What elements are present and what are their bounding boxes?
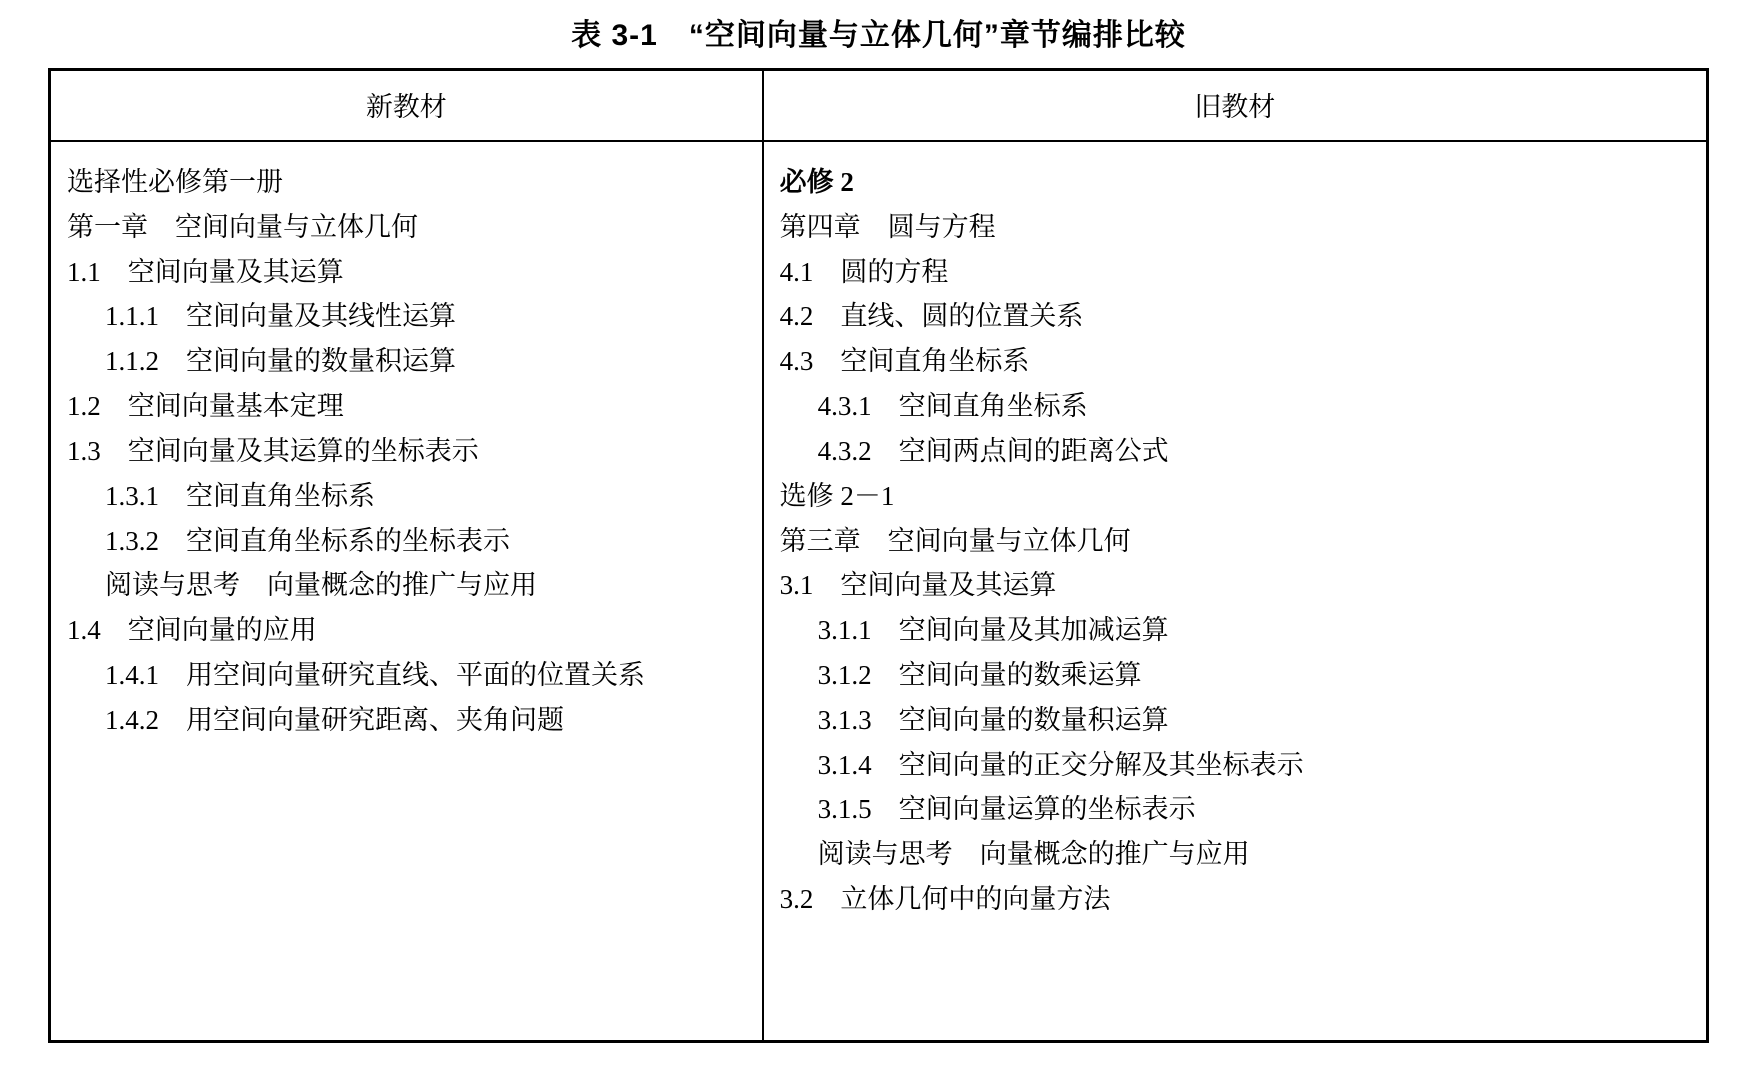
outline-entry: 3.1.5 空间向量运算的坐标表示: [817, 794, 1196, 825]
outline-entry: 3.1.3 空间向量的数量积运算: [817, 704, 1169, 735]
table-header-row: [51, 71, 1706, 141]
outline-entry: 阅读与思考 向量概念的推广与应用: [817, 839, 1250, 870]
outline-entry: 第四章 圆与方程: [779, 211, 996, 242]
cell-old-textbook-outline: [763, 141, 1706, 1040]
outline-entry: 3.1.2 空间向量的数乘运算: [817, 659, 1142, 690]
outline-entry: 1.2 空间向量基本定理: [67, 391, 344, 422]
outline-entry: 3.1.4 空间向量的正交分解及其坐标表示: [817, 749, 1304, 780]
table-caption: 表 3‑1 “空间向量与立体几何”章节编排比较: [571, 19, 1186, 52]
outline-entry: 第一章 空间向量与立体几何: [67, 211, 418, 242]
outline-entry: 4.3.2 空间两点间的距离公式: [817, 435, 1169, 466]
outline-entry: 选择性必修第一册: [67, 167, 283, 197]
outline-entry: 选修 2－1: [779, 480, 895, 511]
outline-entry: 3.2 立体几何中的向量方法: [779, 884, 1111, 914]
cell-new-textbook-outline: [51, 141, 763, 1040]
table-body-row: [51, 141, 1706, 1040]
outline-entry: 1.3.2 空间直角坐标系的坐标表示: [105, 525, 510, 556]
outline-entry: 1.4.2 用空间向量研究距离、夹角问题: [105, 704, 564, 735]
outline-entry: 1.3.1 空间直角坐标系: [105, 480, 375, 511]
outline-entry: 1.4 空间向量的应用: [67, 615, 317, 646]
comparison-table-container: [48, 68, 1709, 1043]
column-header-old-textbook: 旧教材: [763, 71, 1706, 141]
outline-entry: 4.3.1 空间直角坐标系: [817, 391, 1088, 422]
old-textbook-list: [776, 160, 1694, 922]
comparison-table: [51, 71, 1706, 1040]
outline-entry: 3.1 空间向量及其运算: [779, 570, 1057, 601]
outline-entry: 阅读与思考 向量概念的推广与应用: [105, 570, 537, 601]
new-textbook-list: [63, 160, 750, 743]
outline-entry: 1.1 空间向量及其运算: [67, 256, 344, 287]
outline-entry: 第三章 空间向量与立体几何: [779, 525, 1131, 556]
column-header-new-textbook: 新教材: [51, 71, 763, 141]
outline-entry: 1.4.1 用空间向量研究直线、平面的位置关系: [105, 659, 645, 690]
outline-entry: 4.1 圆的方程: [779, 256, 949, 287]
outline-entry: 1.3 空间向量及其运算的坐标表示: [67, 435, 479, 466]
outline-entry: 1.1.2 空间向量的数量积运算: [105, 346, 456, 377]
outline-entry: 必修 2: [779, 167, 854, 197]
outline-entry: 3.1.1 空间向量及其加减运算: [817, 615, 1169, 646]
outline-entry: 4.2 直线、圆的位置关系: [779, 301, 1084, 332]
outline-entry: 1.1.1 空间向量及其线性运算: [105, 301, 456, 332]
outline-entry: 4.3 空间直角坐标系: [779, 346, 1030, 377]
